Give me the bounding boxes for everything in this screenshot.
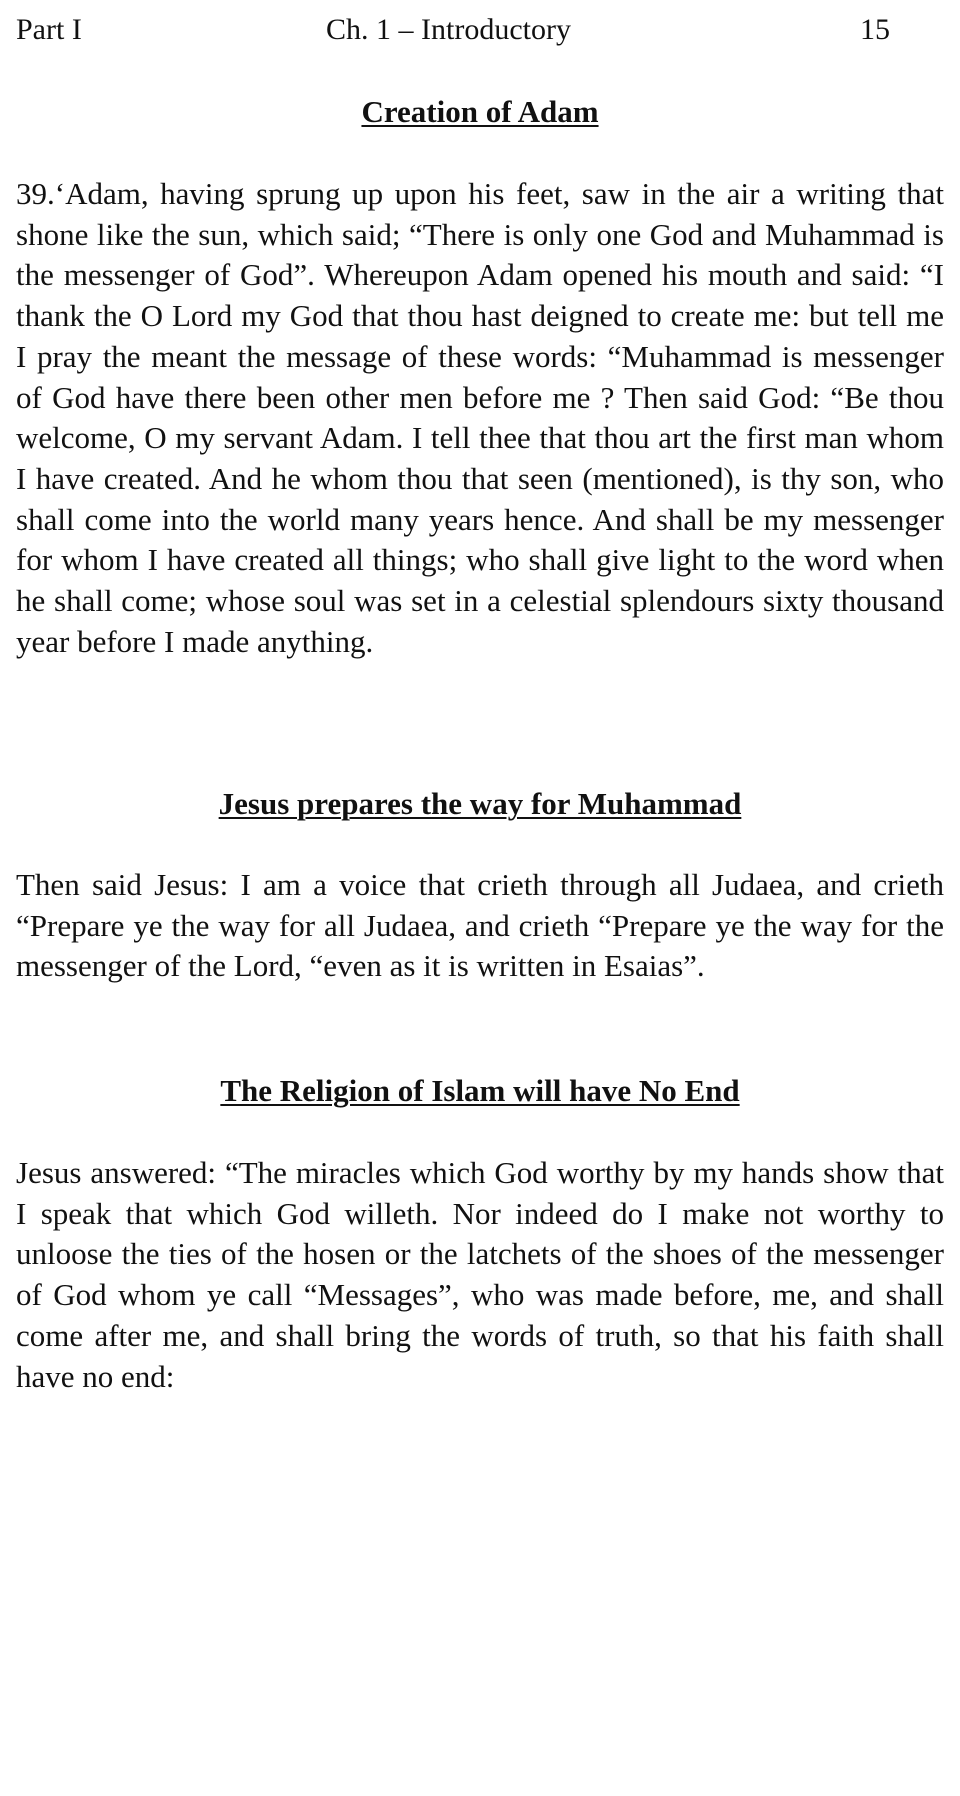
section-paragraph-jesus-prepares-the-way: Then said Jesus: I am a voice that crieth through all Judaea, and crieth “Prepare ye the way for all Judaea, and crieth “Prepare ye the way for the messenger of the Lord, “even as it is written in Esaias”. xyxy=(16,867,944,984)
header-chapter: Ch. 1 – Introductory xyxy=(326,13,571,46)
running-header xyxy=(16,10,890,50)
section-paragraph-religion-of-islam: Jesus answered: “The miracles which God worthy by my hands show that I speak that which God willeth. Nor indeed do I make not worthy to unloose the ties of the hosen or the latchets of the shoes of the messenger of God whom ye call “Messages”, who was made before, me, and shall come after me, and shall bring the words of truth, so that his faith shall have no end: xyxy=(16,1155,944,1394)
header-part: Part I xyxy=(16,13,82,46)
header-page-number: 15 xyxy=(860,13,890,46)
section-paragraph-creation-of-adam: 39.‘Adam, having sprung up upon his feet, saw in the air a writing that shone like the sun, which said; “There is only one God and Muhammad is the messenger of God”. Whereupon Adam opened his mouth and said: “I thank the O Lord my God that thou hast deigned to create me: but tell me I pray the meant the message of these words: “Muhammad is messenger of God have there been other men before me ? Then said God: “Be thou welcome, O my servant Adam. I tell thee that thou art the first man whom I have created. And he whom thou that seen (mentioned), is thy son, who shall come into the world many years hence. And shall be my messenger for whom I have created all things; who shall give light to the word when he shall come; whose soul was set in a celestial splendours sixty thousand year before I made anything. xyxy=(16,176,944,659)
section-heading-creation-of-adam: Creation of Adam xyxy=(361,94,599,129)
section-heading-jesus-prepares-the-way: Jesus prepares the way for Muhammad xyxy=(218,786,742,821)
section-heading-religion-of-islam: The Religion of Islam will have No End xyxy=(220,1073,740,1108)
